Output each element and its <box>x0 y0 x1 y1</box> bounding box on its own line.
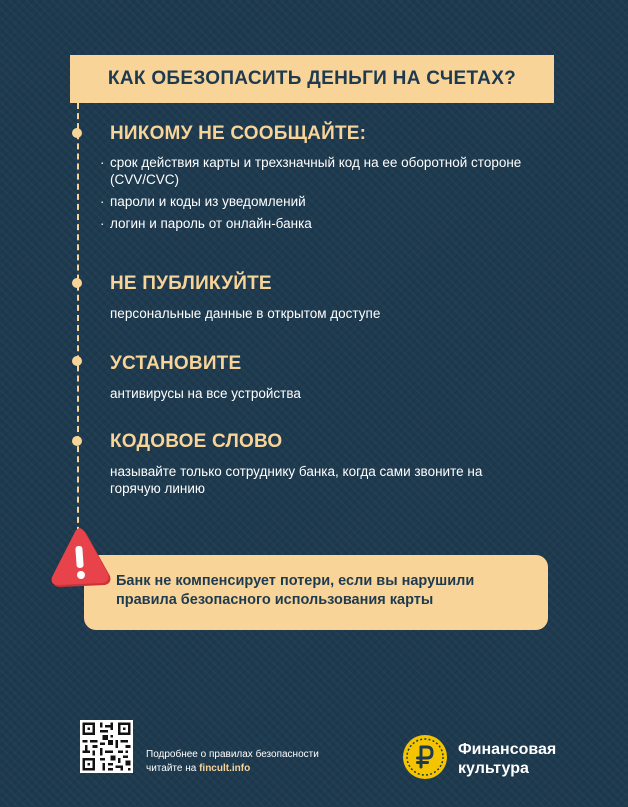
section-heading: НЕ ПУБЛИКУЙТЕ <box>110 273 272 294</box>
ruble-coin-icon <box>402 734 448 780</box>
section-text: персональные данные в открытом доступе <box>110 306 381 321</box>
timeline-dot <box>72 356 82 366</box>
section-text: антивирусы на все устройства <box>110 386 301 401</box>
qr-code-icon <box>80 720 133 773</box>
footer-note <box>146 748 319 776</box>
brand-name <box>458 740 556 778</box>
section-heading: НИКОМУ НЕ СООБЩАЙТЕ: <box>110 123 367 144</box>
section-text: называйте только сотруднику банка, когда сами звоните на горячую линию <box>110 464 483 496</box>
footer-note-prefix: читайте на <box>146 763 200 774</box>
section-do-not-publish <box>110 273 580 322</box>
section-heading: КОДОВОЕ СЛОВО <box>110 431 283 452</box>
section-install <box>110 353 580 402</box>
timeline-dot <box>72 128 82 138</box>
timeline-dot <box>72 278 82 288</box>
list-item <box>100 154 530 188</box>
page-title: КАК ОБЕЗОПАСИТЬ ДЕНЬГИ НА СЧЕТАХ? <box>107 68 517 89</box>
bullet-list <box>100 154 530 237</box>
title-banner <box>70 55 554 103</box>
list-item <box>100 193 530 210</box>
footer-note-line <box>146 762 319 776</box>
timeline-dot <box>72 436 82 446</box>
list-item <box>100 215 530 232</box>
warning-line: Банк не компенсирует потери, если вы нарушили <box>116 573 475 589</box>
warning-line: правила безопасного использования карты <box>116 592 434 608</box>
section-heading: УСТАНОВИТЕ <box>110 353 242 374</box>
fincult-link[interactable]: fincult.info <box>199 763 251 774</box>
section-code-word <box>110 431 530 497</box>
bullet-mark: · <box>100 194 105 209</box>
section-do-not-share <box>110 123 580 155</box>
bullet-mark: · <box>100 216 105 231</box>
warning-triangle-icon <box>48 526 114 592</box>
timeline-line <box>77 103 79 543</box>
list-item-text: пароли и коды из уведомлений <box>110 194 306 209</box>
list-item-text: срок действия карты и трехзначный код на ее оборотной стороне (CVV/CVC) <box>110 155 522 187</box>
brand-line: Финансовая <box>458 741 557 758</box>
bullet-mark: · <box>100 155 105 170</box>
list-item-text: логин и пароль от онлайн-банка <box>110 216 312 231</box>
warning-text <box>116 572 536 610</box>
brand-line: культура <box>458 760 529 777</box>
footer-note-line: Подробнее о правилах безопасности <box>146 749 319 760</box>
